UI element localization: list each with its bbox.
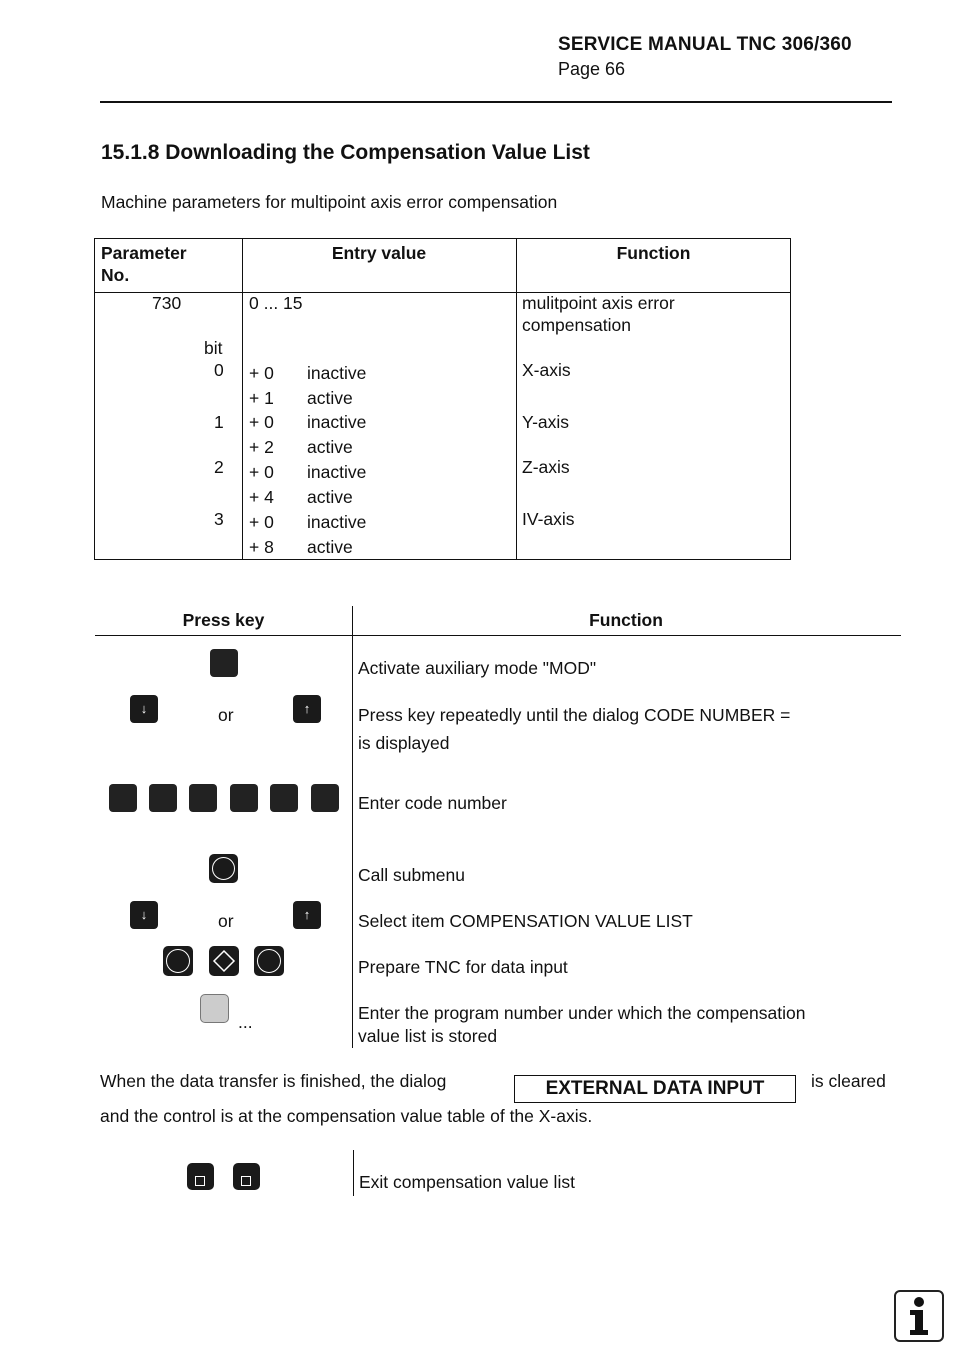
page-number: Page 66 — [558, 59, 626, 79]
row-function: Select item COMPENSATION VALUE LIST — [358, 911, 693, 931]
row-function-line1: Press key repeatedly until the dialog CODE NUMBER = — [358, 705, 791, 725]
up-arrow-icon[interactable]: ↑ — [293, 695, 321, 723]
bit-number: 2 — [214, 457, 224, 477]
square-key-icon[interactable] — [187, 1163, 214, 1190]
bit-on-value: + 1 — [249, 388, 274, 408]
bit-number: 1 — [214, 412, 224, 432]
circle-key-icon[interactable] — [254, 946, 284, 976]
bit-off-value: + 0 — [249, 512, 274, 532]
bit-off-text: inactive — [307, 363, 367, 383]
row-function-line2: is displayed — [358, 733, 450, 753]
bit-axis: X-axis — [522, 360, 571, 380]
table-border — [94, 238, 791, 560]
row-function: Activate auxiliary mode "MOD" — [358, 658, 597, 678]
bit-off-text: inactive — [307, 512, 367, 532]
bit-axis: IV-axis — [522, 509, 575, 529]
bit-off-value: + 0 — [249, 412, 274, 432]
ellipsis: ... — [238, 1012, 253, 1032]
bit-axis: Z-axis — [522, 457, 570, 477]
diamond-key-icon[interactable] — [209, 946, 239, 976]
exit-function: Exit compensation value list — [359, 1172, 575, 1192]
digit-key[interactable] — [109, 784, 137, 812]
or-label: or — [218, 705, 234, 725]
bit-on-text: active — [307, 487, 353, 507]
bit-on-text: active — [307, 537, 353, 557]
down-arrow-icon[interactable]: ↓ — [130, 695, 158, 723]
number-key[interactable] — [200, 994, 229, 1023]
digit-key[interactable] — [311, 784, 339, 812]
section-title: 15.1.8 Downloading the Compensation Value List — [101, 141, 590, 164]
transfer-text-line2: and the control is at the compensation value table of the X-axis. — [100, 1106, 593, 1126]
dialog-box: EXTERNAL DATA INPUT — [514, 1075, 796, 1103]
intro-text: Machine parameters for multipoint axis error compensation — [101, 192, 558, 212]
header-parameter: Parameter — [101, 243, 187, 263]
bit-number: 0 — [214, 360, 224, 380]
function-desc-line1: mulitpoint axis error — [522, 293, 675, 313]
square-key-icon[interactable] — [233, 1163, 260, 1190]
info-icon — [894, 1290, 944, 1342]
bit-on-value: + 2 — [249, 437, 274, 457]
bit-on-value: + 4 — [249, 487, 274, 507]
row-function: Call submenu — [358, 865, 465, 885]
bit-on-text: active — [307, 388, 353, 408]
mod-key[interactable] — [210, 649, 238, 677]
circle-key-icon[interactable] — [163, 946, 193, 976]
digit-key[interactable] — [149, 784, 177, 812]
row-function: Enter code number — [358, 793, 507, 813]
header-entry-value: Entry value — [331, 243, 427, 263]
bit-label: bit — [204, 338, 223, 358]
bit-on-value: + 8 — [249, 537, 274, 557]
digit-key[interactable] — [270, 784, 298, 812]
manual-title: SERVICE MANUAL TNC 306/360 — [558, 34, 852, 55]
header-press-key: Press key — [182, 610, 265, 630]
header-key-function: Function — [589, 610, 663, 630]
bit-off-value: + 0 — [249, 363, 274, 383]
bit-off-text: inactive — [307, 412, 367, 432]
down-arrow-icon[interactable]: ↓ — [130, 901, 158, 929]
transfer-text-after: is cleared — [811, 1071, 886, 1091]
bit-axis: Y-axis — [522, 412, 570, 432]
row-function: Prepare TNC for data input — [358, 957, 568, 977]
header-rule — [100, 101, 892, 103]
function-desc-line2: compensation — [522, 315, 631, 335]
row-function-line2: value list is stored — [358, 1026, 498, 1046]
header-parameter-no: No. — [101, 265, 130, 285]
digit-key[interactable] — [230, 784, 258, 812]
or-label: or — [218, 911, 234, 931]
bit-number: 3 — [214, 509, 224, 529]
bit-off-value: + 0 — [249, 462, 274, 482]
transfer-text-before: When the data transfer is finished, the dialog — [100, 1071, 447, 1091]
row-function-line1: Enter the program number under which the compensation — [358, 1003, 806, 1023]
entry-range: 0 ... 15 — [249, 293, 303, 313]
header-function: Function — [616, 243, 691, 263]
digit-key[interactable] — [189, 784, 217, 812]
circle-key-icon[interactable] — [209, 854, 238, 883]
param-number: 730 — [152, 293, 182, 313]
bit-off-text: inactive — [307, 462, 367, 482]
bit-on-text: active — [307, 437, 353, 457]
up-arrow-icon[interactable]: ↑ — [293, 901, 321, 929]
